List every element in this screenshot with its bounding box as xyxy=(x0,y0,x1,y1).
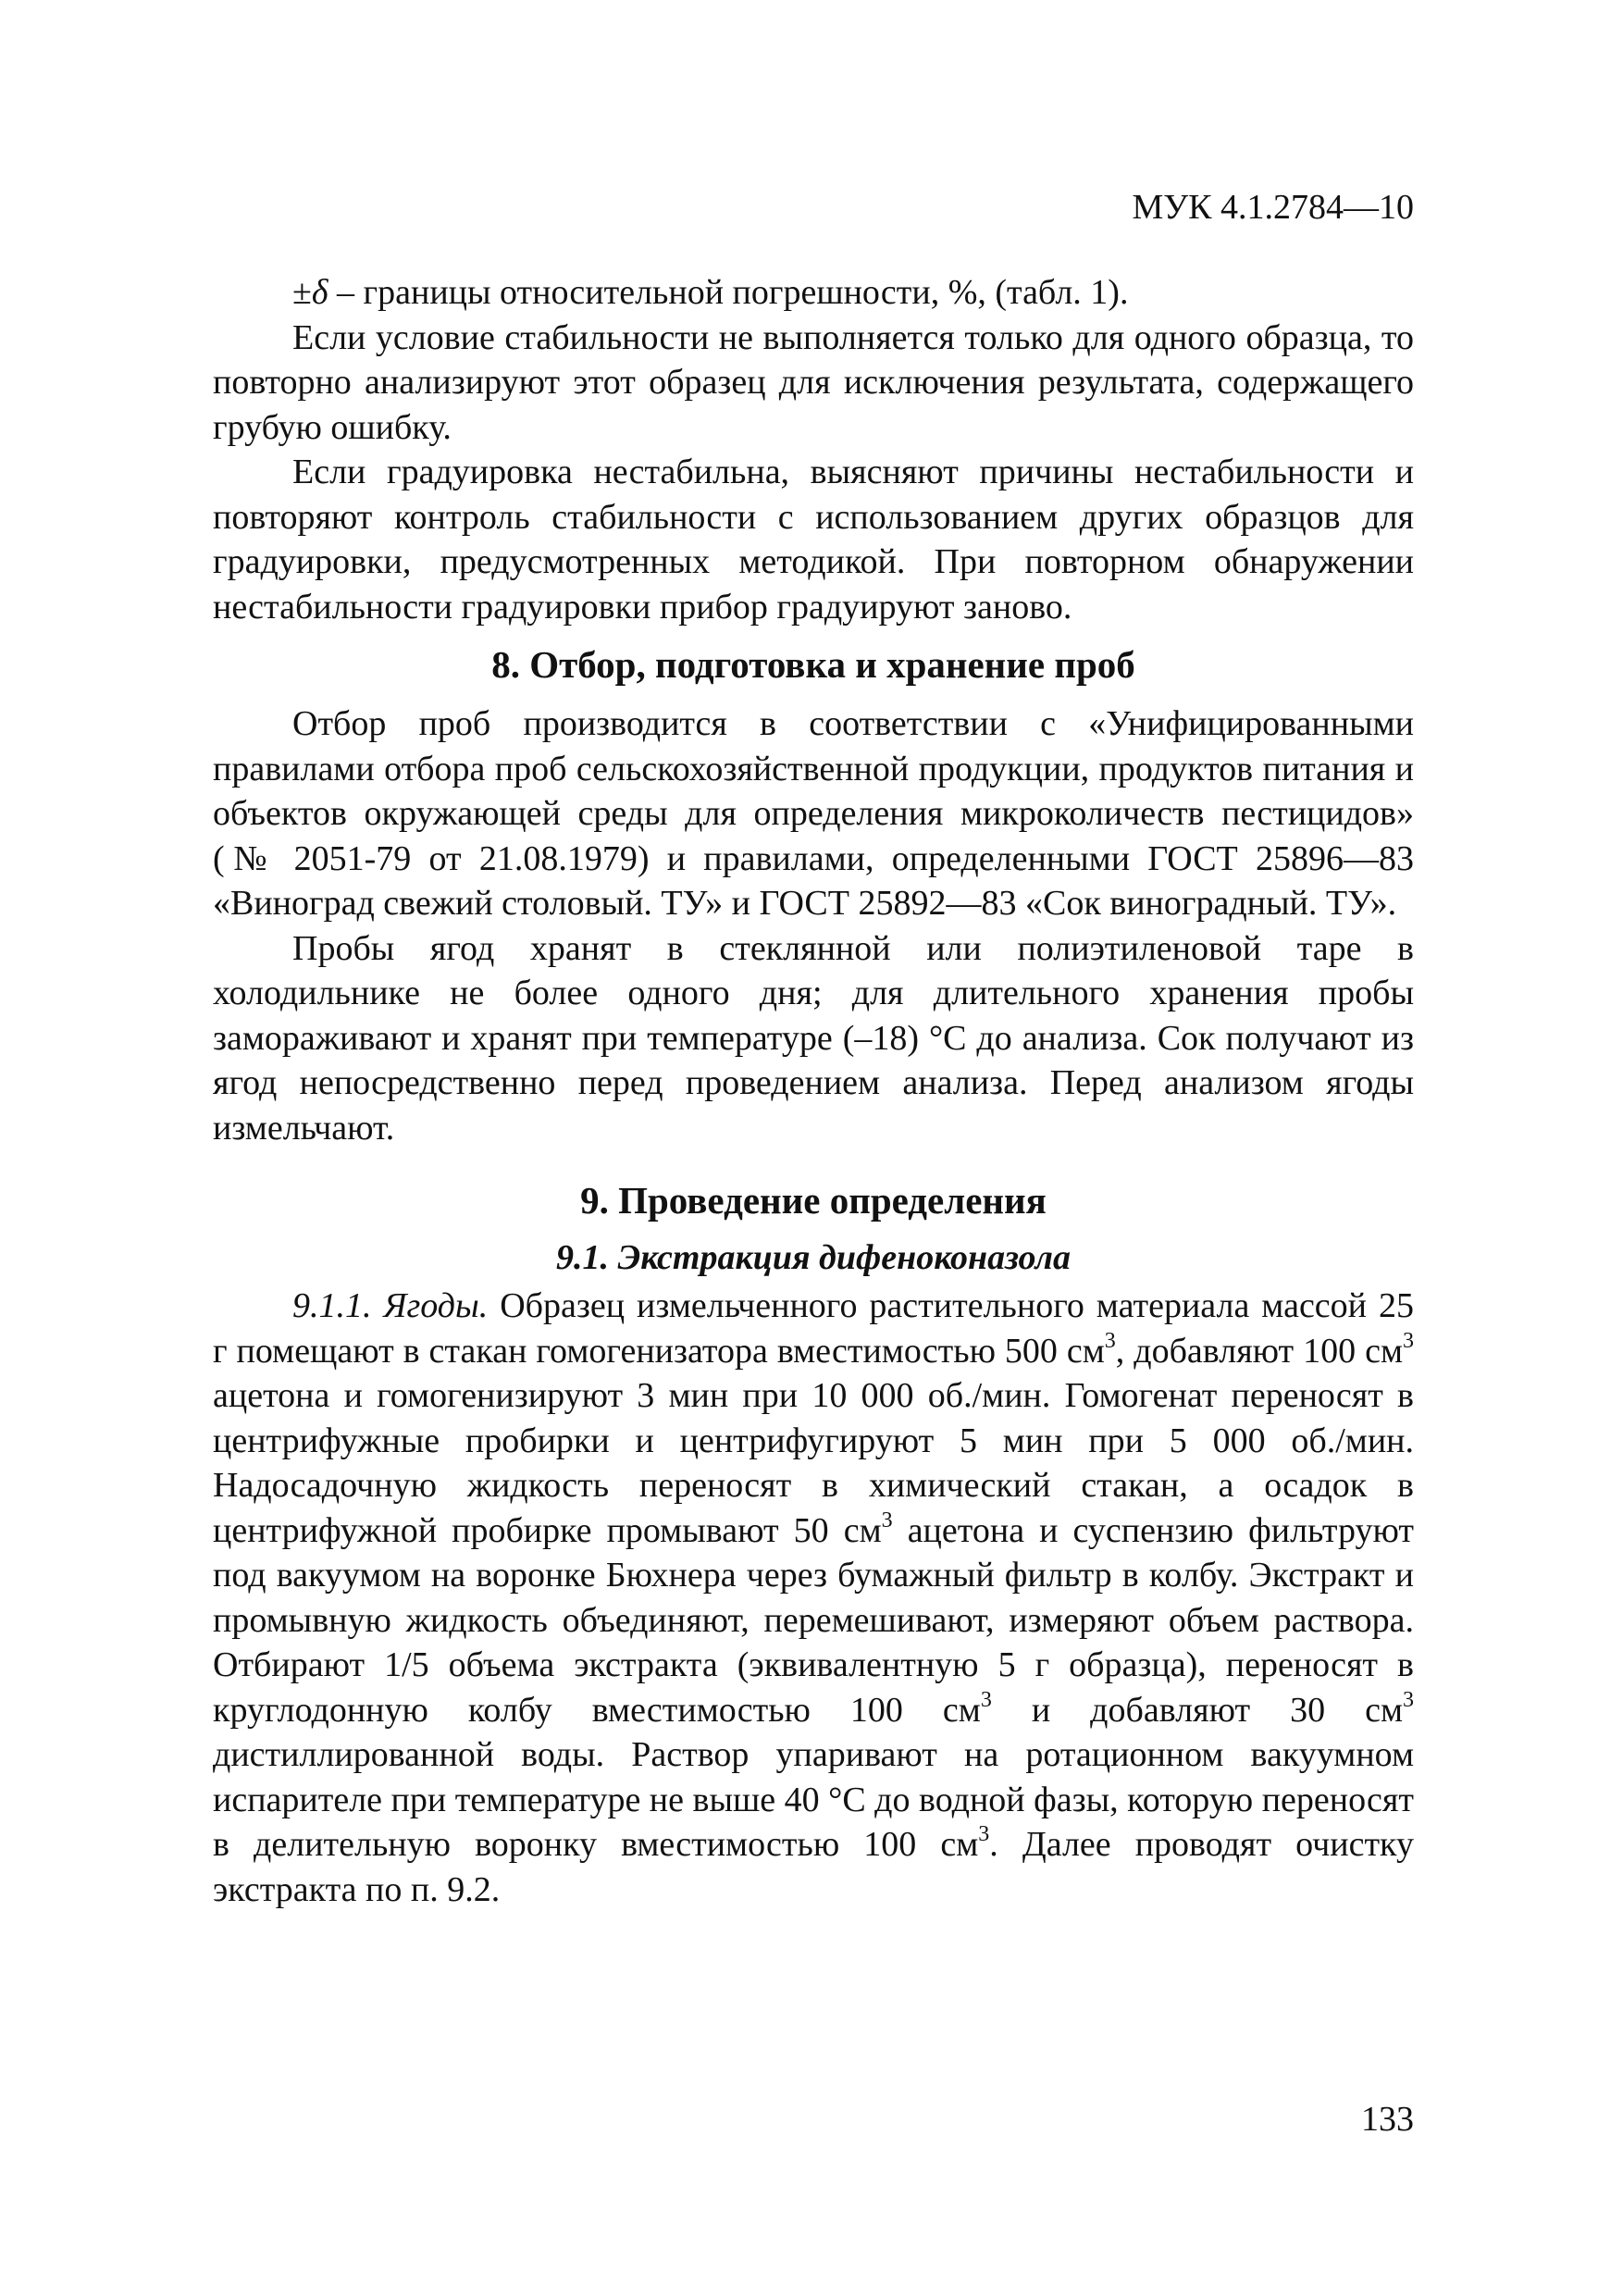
superscript-3: 3 xyxy=(1104,1328,1116,1353)
superscript-3: 3 xyxy=(1403,1687,1414,1712)
text-segment: , добавляют 100 см xyxy=(1115,1331,1403,1371)
text-segment: дистиллированной воды. Раствор упаривают на ротационном вакуумном испарителе при температуре не выше 40 °С до водной фазы, которую переносят в делительную воронку вместимостью 100 см xyxy=(213,1735,1414,1864)
paragraph-sample-storage: Пробы ягод хранят в стеклянной или полиэтиленовой таре в холодильнике не более одного дня; для длительного хранения пробы замораживают и хранят при температуре (–18) °С до анализа. Сок получают из ягод непосредственно перед проведением анализа. Перед анализом ягоды измельчают. xyxy=(213,928,1414,1148)
paragraph-berries-extraction xyxy=(213,1284,1414,1912)
superscript-3: 3 xyxy=(978,1822,990,1847)
plus-minus-symbol: ± xyxy=(292,273,312,312)
text-segment: ацетона и гомогенизируют 3 мин при 10 000 об./мин. Гомогенат переносят в центрифужные пробирки и центрифугируют 5 мин при 5 000 об./мин. Надосадочную жидкость переносят в химический стакан, а осадок в центрифужной пробирке промывают 50 см xyxy=(213,1376,1414,1550)
legend-line xyxy=(213,270,1414,316)
superscript-3: 3 xyxy=(980,1687,992,1712)
subsection-9-1-heading: 9.1. Экстракция дифеноконазола xyxy=(555,1238,1071,1277)
document-code-header: МУК 4.1.2784—10 xyxy=(1132,188,1414,227)
superscript-3: 3 xyxy=(881,1508,893,1533)
superscript-3: 3 xyxy=(1403,1328,1414,1353)
paragraph-sampling-rules: Отбор проб производится в соответствии с «Унифицированными правилами отбора проб сельскохозяйственной продукции, продуктов питания и объектов окружающей среды для определения микроколичеств пестицидов» (№ 2051-79 от 21.08.1979) и правилами, определенными ГОСТ 25896—83 «Виноград свежий столовый. ТУ» и ГОСТ 25892—83 «Сок виноградный. ТУ». xyxy=(213,704,1414,923)
section-8-heading: 8. Отбор, подготовка и хранение проб xyxy=(491,643,1135,686)
section-9-heading: 9. Проведение определения xyxy=(580,1179,1047,1222)
delta-symbol: δ xyxy=(311,273,328,312)
text-segment: . Далее проводят очистку экстракта по п. 9.2. xyxy=(213,1825,1414,1909)
page-body xyxy=(213,270,1414,1912)
legend-text: – границы относительной погрешности, %, (табл. 1). xyxy=(328,273,1129,312)
paragraph-stability-single-sample: Если условие стабильности не выполняется только для одного образца, то повторно анализируют этот образец для исключения результата, содержащего грубую ошибку. xyxy=(213,317,1414,447)
text-segment: и добавляют 30 см xyxy=(991,1690,1403,1730)
text-segment: Образец измельченного растительного материала массой 25 г помещают в стакан гомогенизатора вместимостью 500 см xyxy=(213,1286,1414,1371)
paragraph-lead-berries: 9.1.1. Ягоды. xyxy=(292,1286,489,1325)
page-number: 133 xyxy=(1361,2100,1414,2139)
text-segment: ацетона и суспензию фильтруют под вакуумом на воронке Бюхнера через бумажный фильтр в колбу. Экстракт и промывную жидкость объединяют, перемешивают, измеряют объем раствора. Отбирают 1/5 объема экстракта (эквивалентную 5 г образца), переносят в круглодонную колбу вместимостью 100 см xyxy=(213,1510,1414,1730)
paragraph-unstable-calibration: Если градуировка нестабильна, выясняют причины нестабильности и повторяют контроль стабильности с использованием других образцов для градуировки, предусмотренных методикой. При повторном обнаружении нестабильности градуировки прибор градуируют заново. xyxy=(213,453,1414,627)
